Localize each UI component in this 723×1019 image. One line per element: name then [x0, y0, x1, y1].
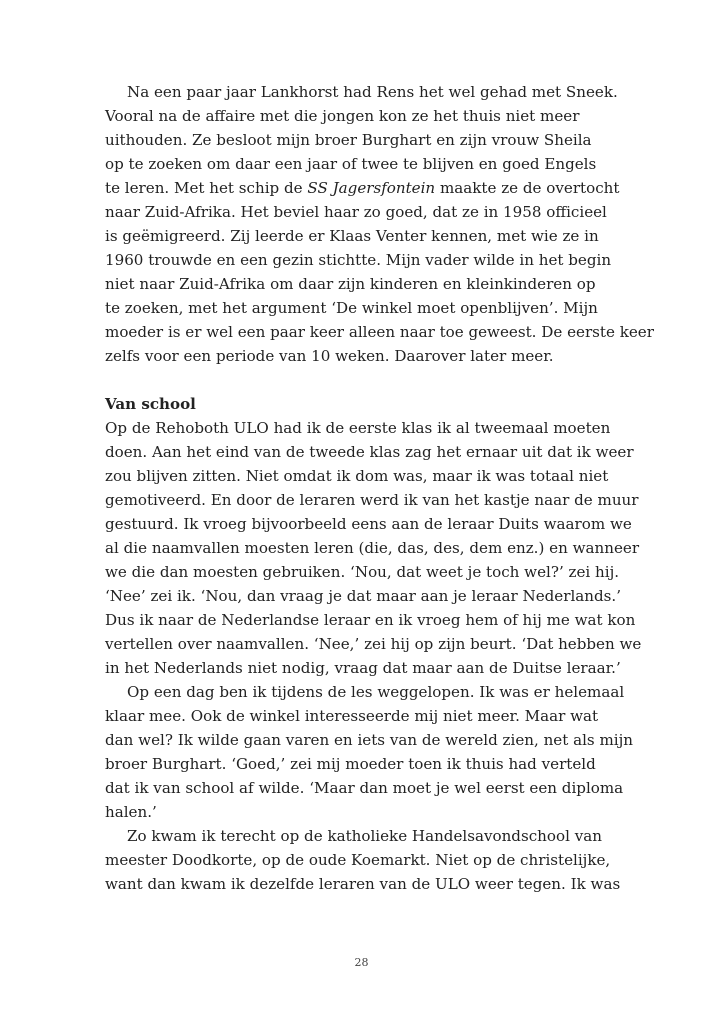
- text-line: vertellen over naamvallen. ‘Nee,’ zei hij op zijn beurt. ‘Dat hebben we: [105, 635, 642, 653]
- text-line: uithouden. Ze besloot mijn broer Burghart en zijn vrouw Sheila: [105, 131, 592, 149]
- text-line: naar Zuid-Afrika. Het beviel haar zo goed, dat ze in 1958 officieel: [105, 203, 607, 221]
- text-line: zou blijven zitten. Niet omdat ik dom was, maar ik was totaal niet: [105, 467, 609, 485]
- text-line: Vooral na de affaire met die jongen kon ze het thuis niet meer: [105, 107, 580, 125]
- text-line: Op de Rehoboth ULO had ik de eerste klas ik al tweemaal moeten: [105, 419, 611, 437]
- paragraph: [105, 824, 621, 896]
- text-line: gemotiveerd. En door de leraren werd ik van het kastje naar de muur: [105, 491, 639, 509]
- text-line: [105, 176, 620, 200]
- paragraph: [105, 416, 642, 680]
- text-line: dat ik van school af wilde. ‘Maar dan moet je wel eerst een diploma: [105, 779, 624, 797]
- paragraph-gap: [105, 368, 605, 392]
- paragraph: [105, 80, 654, 368]
- text-line: we die dan moesten gebruiken. ‘Nou, dat weet je toch wel?’ zei hij.: [105, 563, 620, 581]
- text-line: gestuurd. Ik vroeg bijvoorbeeld eens aan de leraar Duits waarom we: [105, 515, 632, 533]
- text-line: 1960 trouwde en een gezin stichtte. Mijn vader wilde in het begin: [105, 251, 612, 269]
- text-segment: maakte ze de overtocht: [435, 179, 620, 197]
- text-line: dan wel? Ik wilde gaan varen en iets van de wereld zien, net als mijn: [105, 731, 633, 749]
- paragraph: [105, 680, 633, 824]
- text-line: Zo kwam ik terecht op de katholieke Handelsavondschool van: [127, 827, 602, 845]
- text-line: niet naar Zuid-Afrika om daar zijn kinderen en kleinkinderen op: [105, 275, 596, 293]
- section-heading: Van school: [105, 395, 196, 413]
- text-line: moeder is er wel een paar keer alleen naar toe geweest. De eerste keer: [105, 323, 654, 341]
- text-line: in het Nederlands niet nodig, vraag dat maar aan de Duitse leraar.’: [105, 659, 621, 677]
- text-line: Dus ik naar de Nederlandse leraar en ik vroeg hem of hij me wat kon: [105, 611, 636, 629]
- text-line: doen. Aan het eind van de tweede klas zag het ernaar uit dat ik weer: [105, 443, 634, 461]
- text-line: is geëmigreerd. Zij leerde er Klaas Venter kennen, met wie ze in: [105, 227, 599, 245]
- text-line: halen.’: [105, 803, 157, 821]
- ship-name: SS Jagersfontein: [307, 179, 436, 197]
- text-line: meester Doodkorte, op de oude Koemarkt. Niet op de christelijke,: [105, 851, 611, 869]
- text-line: klaar mee. Ook de winkel interesseerde mij niet meer. Maar wat: [105, 707, 599, 725]
- text-line: ‘Nee’ zei ik. ‘Nou, dan vraag je dat maar aan je leraar Nederlands.’: [105, 587, 622, 605]
- text-line: zelfs voor een periode van 10 weken. Daarover later meer.: [105, 347, 554, 365]
- text-line: op te zoeken om daar een jaar of twee te blijven en goed Engels: [105, 155, 597, 173]
- text-line: broer Burghart. ‘Goed,’ zei mij moeder toen ik thuis had verteld: [105, 755, 596, 773]
- text-segment: te leren. Met het schip de: [105, 179, 308, 197]
- text-line: want dan kwam ik dezelfde leraren van de ULO weer tegen. Ik was: [105, 875, 621, 893]
- text-line: te zoeken, met het argument ‘De winkel moet openblijven’. Mijn: [105, 299, 598, 317]
- text-line: al die naamvallen moesten leren (die, das, des, dem enz.) en wanneer: [105, 539, 640, 557]
- page-number: 28: [354, 956, 369, 969]
- page-body: [105, 80, 654, 896]
- text-line: Na een paar jaar Lankhorst had Rens het wel gehad met Sneek.: [127, 83, 618, 101]
- text-line: Op een dag ben ik tijdens de les weggelopen. Ik was er helemaal: [127, 683, 625, 701]
